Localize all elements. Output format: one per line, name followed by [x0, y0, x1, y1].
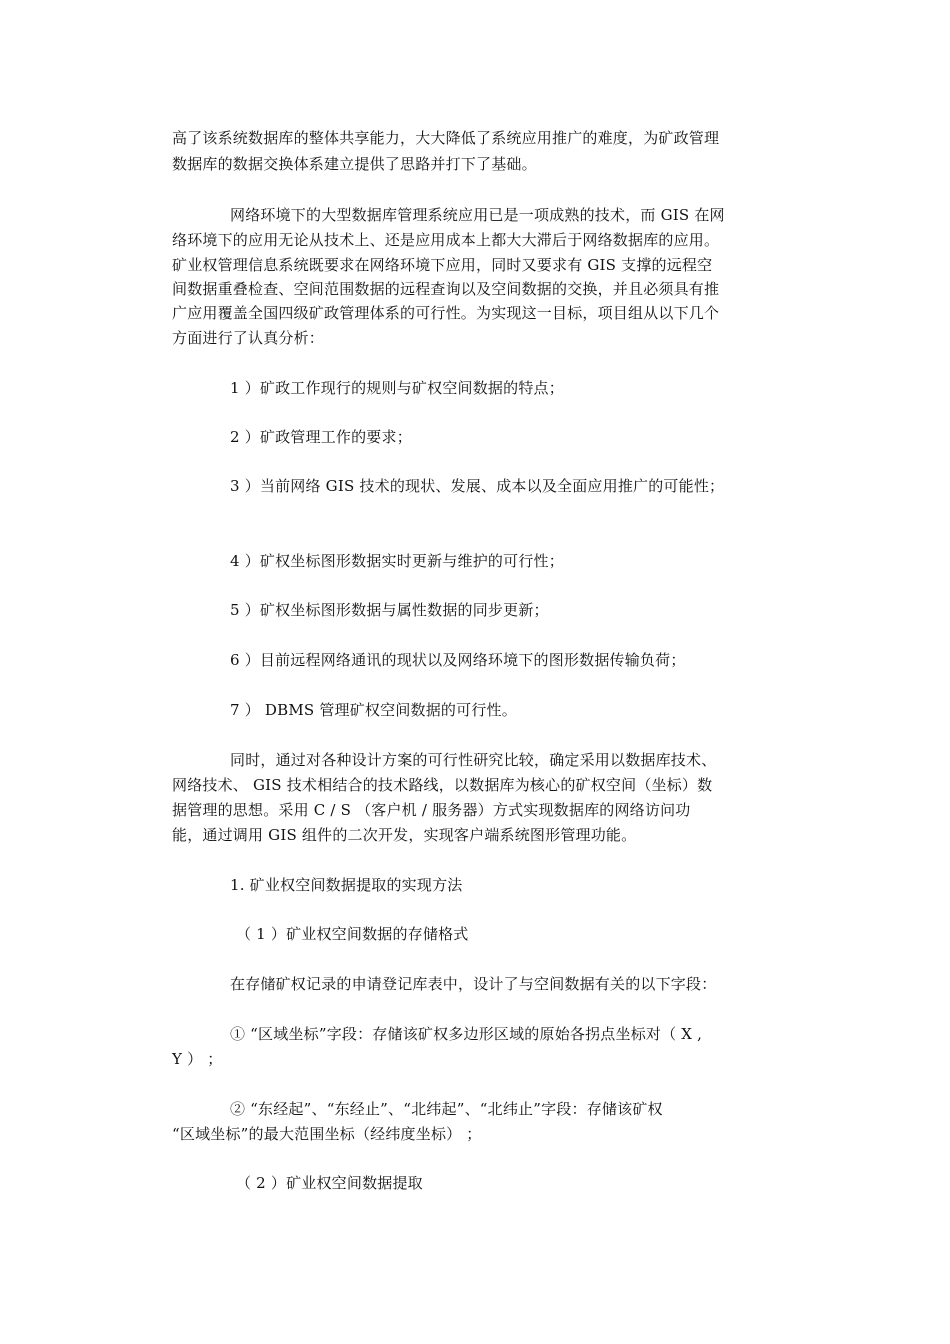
paragraph-continued-line: 数据库的数据交换体系建立提供了思路并打下了基础。	[172, 155, 537, 173]
paragraph-approach-line: 能，通过调用 GIS 组件的二次开发，实现客户端系统图形管理功能。	[172, 826, 637, 844]
subsection-heading: （ 1 ）矿业权空间数据的存储格式	[236, 925, 469, 943]
fields-intro: 在存储矿权记录的申请登记库表中，设计了与空间数据有关的以下字段：	[230, 975, 717, 993]
section-heading: 1. 矿业权空间数据提取的实现方法	[230, 876, 463, 894]
paragraph-network-line: 络环境下的应用无论从技术上、还是应用成本上都大大滞后于网络数据库的应用。	[172, 231, 720, 249]
analysis-list-item: 1 ）矿政工作现行的规则与矿权空间数据的特点；	[230, 379, 564, 397]
analysis-list-item: 3 ）当前网络 GIS 技术的现状、发展、成本以及全面应用推广的可能性；	[230, 477, 725, 495]
paragraph-approach-line: 据管理的思想。采用 C / S （客户机 / 服务器）方式实现数据库的网络访问功	[172, 801, 691, 819]
paragraph-continued-line: 高了该系统数据库的整体共享能力，大大降低了系统应用推广的难度，为矿政管理	[172, 129, 720, 147]
analysis-list-item: 2 ）矿政管理工作的要求；	[230, 428, 412, 446]
paragraph-network-line: 矿业权管理信息系统既要求在网络环境下应用，同时又要求有 GIS 支撑的远程空	[172, 256, 713, 274]
analysis-list-item: 6 ）目前远程网络通讯的现状以及网络环境下的图形数据传输负荷；	[230, 651, 686, 669]
paragraph-network-line: 间数据重叠检查、空间范围数据的远程查询以及空间数据的交换，并且必须具有推	[172, 280, 720, 298]
paragraph-network-line: 网络环境下的大型数据库管理系统应用已是一项成熟的技术，而 GIS 在网	[230, 206, 725, 224]
analysis-list-item: 4 ）矿权坐标图形数据实时更新与维护的可行性；	[230, 552, 564, 570]
paragraph-network-line: 广应用覆盖全国四级矿政管理体系的可行性。为实现这一目标，项目组从以下几个	[172, 304, 720, 322]
field-2-line: ② “东经起”、“东经止”、“北纬起”、“北纬止”字段：存储该矿权	[230, 1100, 663, 1118]
field-2-line: “区域坐标”的最大范围坐标（经纬度坐标） ；	[172, 1125, 482, 1143]
field-1-line: ① “区域坐标”字段：存储该矿权多边形区域的原始各拐点坐标对（ X ,	[230, 1025, 703, 1043]
analysis-list-item: 5 ）矿权坐标图形数据与属性数据的同步更新；	[230, 601, 549, 619]
analysis-list-item: 7 ） DBMS 管理矿权空间数据的可行性。	[230, 701, 517, 719]
paragraph-network-line: 方面进行了认真分析：	[172, 329, 325, 347]
subsection-heading: （ 2 ）矿业权空间数据提取	[236, 1174, 423, 1192]
paragraph-approach-line: 同时，通过对各种设计方案的可行性研究比较，确定采用以数据库技术、	[230, 751, 717, 769]
paragraph-approach-line: 网络技术、 GIS 技术相结合的技术路线，以数据库为核心的矿权空间（坐标）数	[172, 776, 713, 794]
field-1-line: Y ） ；	[172, 1050, 223, 1068]
